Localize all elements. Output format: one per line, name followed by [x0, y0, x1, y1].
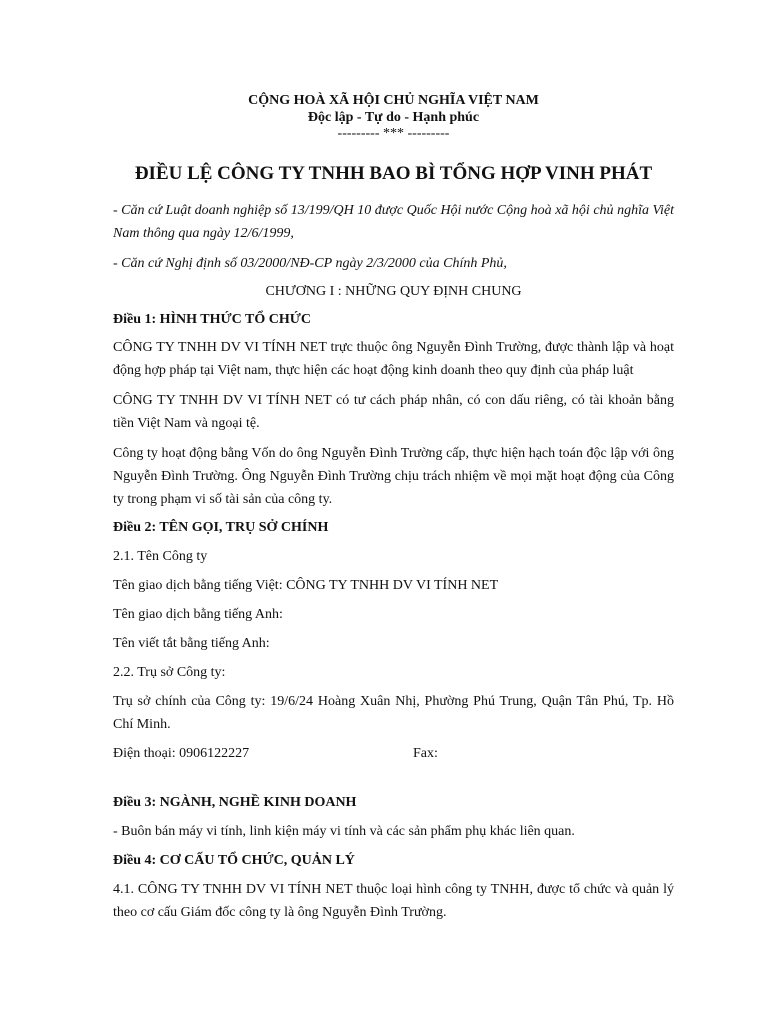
national-motto: Độc lập - Tự do - Hạnh phúc [307, 110, 480, 125]
intro-law-reference: - Căn cứ Luật doanh nghiệp số 13/199/QH 10 được Quốc Hội nước Cộng hoà xã hội chủ nghĩa Việt Nam thông qua ngày 12/6/1999, [113, 203, 674, 241]
article-1-heading: Điều 1: HÌNH THỨC TỔ CHỨC [113, 312, 311, 327]
company-name-vietnamese: Tên giao dịch bằng tiếng Việt: CÔNG TY TNHH DV VI TÍNH NET [113, 578, 499, 593]
article-2-heading: Điều 2: TÊN GỌI, TRỤ SỞ CHÍNH [113, 520, 329, 535]
phone-number: Điện thoại: 0906122227 [113, 746, 250, 761]
intro-decree-reference: - Căn cứ Nghị định số 03/2000/NĐ-CP ngày 2/3/2000 của Chính Phủ, [113, 256, 507, 271]
article-1-paragraph-1: CÔNG TY TNHH DV VI TÍNH NET trực thuộc ông Nguyễn Đình Trường, được thành lập và hoạt động hợp pháp tại Việt nam, thực hiện các hoạt động kinh doanh theo quy định của pháp luật [113, 340, 674, 378]
article-4-heading: Điều 4: CƠ CẤU TỔ CHỨC, QUẢN LÝ [113, 853, 355, 868]
head-office-address: Trụ sở chính của Công ty: 19/6/24 Hoàng Xuân Nhị, Phường Phú Trung, Quận Tân Phú, Tp. Hồ Chí Minh. [113, 694, 674, 732]
article-3-paragraph-1: - Buôn bán máy vi tính, linh kiện máy vi tính và các sản phẩm phụ khác liên quan. [113, 824, 575, 839]
section-2-1: 2.1. Tên Công ty [113, 549, 208, 564]
chapter-heading: CHƯƠNG I : NHỮNG QUY ĐỊNH CHUNG [265, 284, 522, 299]
article-4-paragraph-1: 4.1. CÔNG TY TNHH DV VI TÍNH NET thuộc loại hình công ty TNHH, được tổ chức và quản lý theo cơ cấu Giám đốc công ty là ông Nguyễn Đình Trường. [113, 882, 674, 920]
section-2-2: 2.2. Trụ sở Công ty: [113, 665, 226, 680]
header-separator: --------- *** --------- [337, 126, 450, 141]
company-name-english: Tên giao dịch bằng tiếng Anh: [113, 607, 283, 622]
document-body [113, 92, 674, 924]
article-1-paragraph-3: Công ty hoạt động bằng Vốn do ông Nguyễn Đình Trường cấp, thực hiện hạch toán độc lập với ông Nguyễn Đình Trường. Ông Nguyễn Đình Trường chịu trách nhiệm về mọi mặt hoạt động của Công ty trong phạm vi số tài sản của công ty. [113, 446, 674, 507]
contact-line [113, 742, 674, 765]
national-title: CỘNG HOÀ XÃ HỘI CHỦ NGHĨA VIỆT NAM [248, 93, 539, 108]
article-3-heading: Điều 3: NGÀNH, NGHỀ KINH DOANH [113, 795, 357, 810]
document-title: ĐIỀU LỆ CÔNG TY TNHH BAO BÌ TỔNG HỢP VINH PHÁT [134, 163, 653, 184]
fax-label: Fax: [413, 746, 438, 761]
article-1-paragraph-2: CÔNG TY TNHH DV VI TÍNH NET có tư cách pháp nhân, có con dấu riêng, có tài khoản bằng tiền Việt Nam và ngoại tệ. [113, 393, 674, 431]
company-abbreviation-english: Tên viết tắt bằng tiếng Anh: [113, 636, 270, 651]
